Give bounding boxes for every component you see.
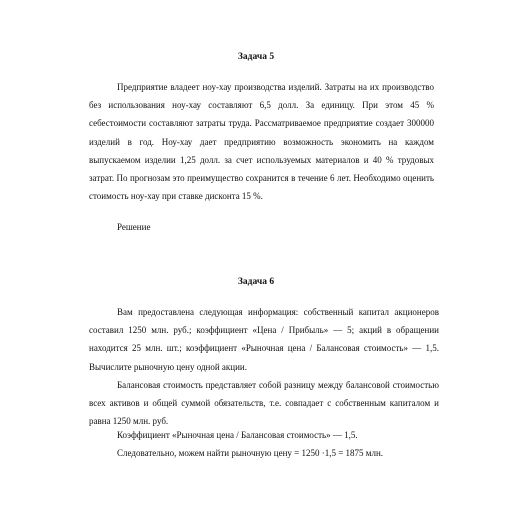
task5-solution-label: Решение: [117, 222, 151, 232]
task5-text: Предприятие владеет ноу-хау производства изделий. Затраты на их производство без использования ноу-хау составляют 6,5 долл. За единицу. При этом 45 % себестоимости составляют затраты труда. Рассматриваемое предприятие создает 300000 изделий в год. Ноу-хау дает предприятию возможность экономить на каждом выпускаемом изделии 1,25 долл. за счет используемых материалов и 40 % трудовых затрат. По прогнозам это преимущество сохранится в течение 6 лет. Необходимо оценить стоимость ноу-хау при ставке дисконта 15 %.: [89, 82, 434, 202]
task5-title: Задача 5: [237, 52, 275, 62]
task6-text: Вам предоставлена следующая информация: собственный капитал акционеров составил 1250 млн. руб.; коэффициент «Цена / Прибыль» — 5; акций в обращении находится 25 млн. шт.; коэффициент «Рыночная цена / Балансовая стоимость» — 1,5. Вычислите рыночную цену одной акции.: [89, 307, 439, 372]
task6-line4: Следовательно, можем найти рыночную цену = 1250 ·1,5 = 1875 млн.: [117, 448, 384, 458]
task6-paragraph2: Балансовая стоимость представляет собой разницу между балансовой стоимостью всех активов и общей суммой обязательств, т.е. совпадает с собственным капиталом и равна 1250 млн. руб.: [89, 380, 439, 427]
task6-line3: Коэффициент «Рыночная цена / Балансовая стоимость» — 1,5.: [117, 430, 358, 440]
task6-title: Задача 6: [237, 277, 275, 287]
